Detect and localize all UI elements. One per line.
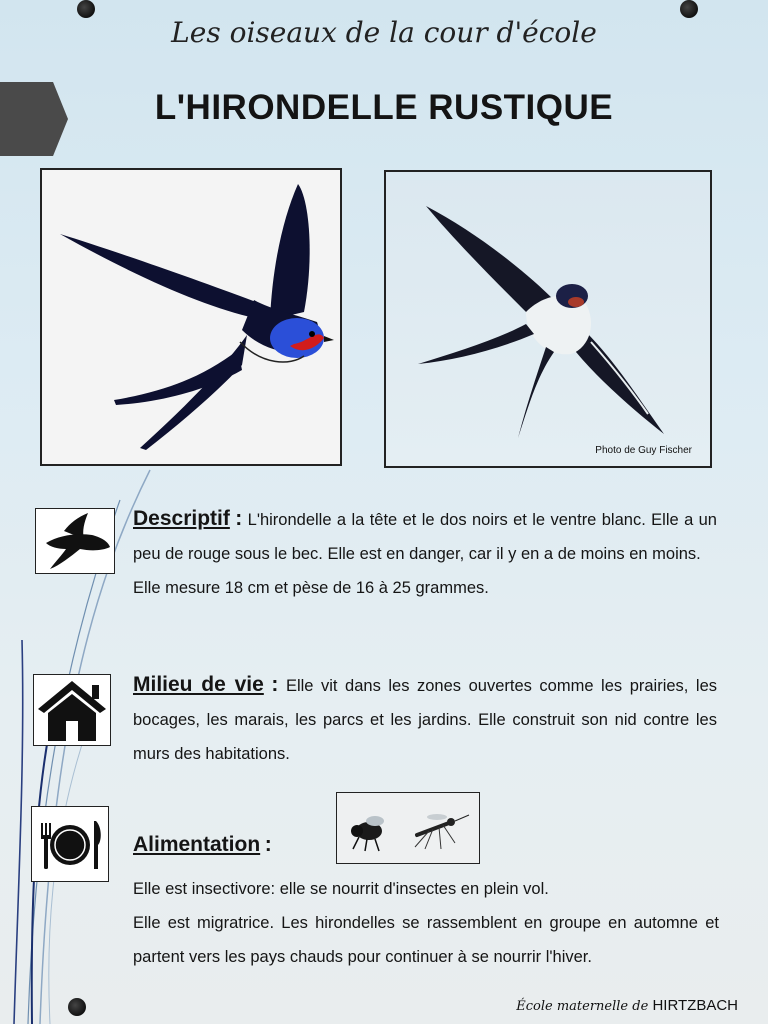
swallow-icon bbox=[36, 509, 114, 573]
house-icon bbox=[34, 675, 110, 745]
fly-icon bbox=[351, 816, 384, 851]
milieu-icon-box bbox=[33, 674, 111, 746]
page-title: L'HIRONDELLE RUSTIQUE bbox=[154, 88, 614, 127]
school-town: HIRTZBACH bbox=[652, 997, 738, 1014]
alimentation-icon-box bbox=[31, 806, 109, 882]
swallow-photo bbox=[384, 170, 712, 468]
photo-credit: Photo de Guy Fischer bbox=[595, 445, 692, 456]
alimentation-section bbox=[133, 872, 719, 974]
descriptif-text-1: L'hirondelle a la tête et le dos noirs et le ventre blanc. Elle a un peu de rouge sous le bec. Elle est en danger, car il y en a de moins en moins. bbox=[133, 511, 717, 563]
school-credit bbox=[516, 997, 738, 1014]
page-subtitle: Les oiseaux de la cour d'école bbox=[171, 16, 597, 49]
milieu-text-1: Elle vit dans les zones ouvertes comme les prairies, les bocages, les marais, les parcs et les jardins. Elle construit son nid contre les murs des habitations. bbox=[133, 677, 718, 763]
mosquito-icon bbox=[415, 814, 469, 849]
alimentation-text-1: Elle est insectivore: elle se nourrit d'insectes en plein vol. bbox=[133, 880, 549, 898]
descriptif-section bbox=[133, 502, 717, 605]
milieu-section bbox=[133, 668, 717, 771]
insects-image bbox=[336, 792, 480, 864]
descriptif-heading: Descriptif bbox=[133, 507, 230, 530]
school-name: École maternelle de bbox=[516, 999, 649, 1014]
descriptif-icon-box bbox=[35, 508, 115, 574]
alimentation-heading: Alimentation bbox=[133, 833, 261, 856]
descriptif-text-2: Elle mesure 18 cm et pèse de 16 à 25 grammes. bbox=[133, 579, 489, 597]
milieu-separator: : bbox=[271, 673, 279, 696]
alimentation-heading-row bbox=[133, 828, 333, 863]
alimentation-text-2: Elle est migratrice. Les hirondelles se rassemblent en groupe en automne et partent vers les pays chauds pour continuer à se nourrir l'hiver. bbox=[133, 914, 719, 966]
alimentation-separator: : bbox=[264, 833, 272, 856]
swallow-drawing bbox=[40, 168, 342, 466]
milieu-heading: Milieu de vie bbox=[133, 673, 264, 696]
descriptif-separator: : bbox=[235, 507, 243, 530]
cutlery-plate-icon bbox=[32, 807, 108, 881]
